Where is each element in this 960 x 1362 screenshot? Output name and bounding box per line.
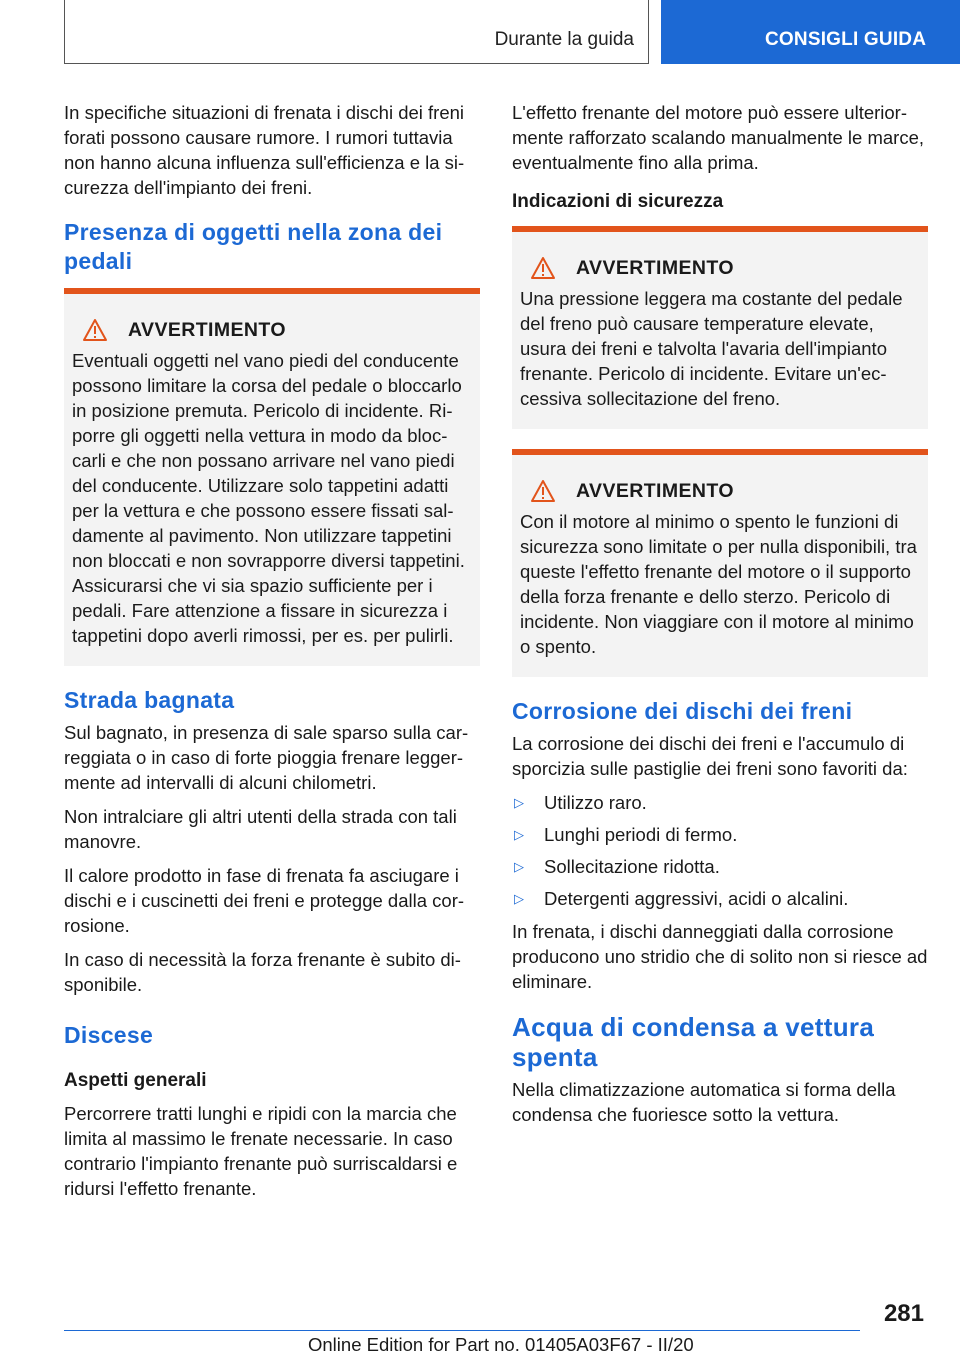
paragraph: Non intralciare gli altri utenti della strada con tali manovre.: [64, 806, 457, 852]
list-item: [512, 886, 928, 911]
section-heading-condensa: Acqua di condensa a vettura spenta: [512, 1012, 875, 1072]
warning-title: [520, 479, 920, 503]
paragraph: In frenata, i dischi danneggiati dalla corrosione producono uno stridio che di solito non si riesce ad eliminare.: [512, 921, 928, 992]
left-column: [64, 100, 480, 1210]
warning-box: [512, 449, 928, 677]
header-section-title: Durante la guida: [494, 29, 634, 50]
header-chapter-tab[interactable]: CONSIGLI GUIDA: [661, 0, 960, 64]
triangle-bullet-icon: ▷: [514, 891, 524, 906]
warning-box: [512, 226, 928, 429]
warning-title-text: AVVERTIMENTO: [576, 256, 734, 279]
list-item: [512, 790, 928, 815]
warning-text: Eventuali oggetti nel vano piedi del conducente possono limitare la corsa del pedale o bloccarlo in posizione premuta. Pericolo di incidente. Riporre gli oggetti nella vettura in modo da bloccarli e che non possano arrivare nel vano piedi del conducente. Utilizzare solo tappetini adatti per la vettura e che possono essere fissati saldamente al pavimento. Non utilizzare tappetini non bloccati e non sovrapporre diversi tappetini. Assicurarsi che vi sia spazio sufficiente per i pedali. Fare attenzione a fissare in sicurezza i tappetini dopo averli rimossi, per es. per pulirli.: [72, 350, 465, 646]
warning-triangle-icon: [530, 256, 556, 280]
warning-title-text: AVVERTIMENTO: [576, 479, 734, 502]
warning-triangle-icon: [530, 479, 556, 503]
section-heading-pedali: Presenza di oggetti nella zona dei pedali: [64, 219, 443, 274]
list-item-text: Utilizzo raro.: [544, 792, 647, 813]
intro-paragraph: In specifiche situazioni di frenata i dischi dei freni forati possono causare rumore. I rumori tuttavia non hanno alcuna influenza sull'efficienza e la sicurezza dell'impianto dei freni.: [64, 102, 465, 198]
page-number: 281: [883, 1300, 924, 1327]
bullet-list: [512, 790, 928, 911]
triangle-bullet-icon: ▷: [514, 795, 524, 810]
subheading-sicurezza: Indicazioni di sicurezza: [512, 191, 724, 212]
intro-paragraph: L'effetto frenante del motore può essere ulteriormente rafforzato scalando manualmente le marce, eventualmente fino alla prima.: [512, 102, 925, 173]
paragraph: Percorrere tratti lunghi e ripidi con la marcia che limita al massimo le frenate necessarie. In caso contrario l'impianto frenante può surriscaldarsi e ridursi l'effetto frenante.: [64, 1103, 458, 1199]
warning-box: [64, 288, 480, 666]
footer-divider: [64, 1330, 860, 1331]
warning-text: Una pressione leggera ma costante del pedale del freno può causare temperature elevate, usura dei freni e talvolta l'avaria dell'impianto frenante. Pericolo di incidente. Evitare un'eccessiva sollecitazione del freno.: [520, 288, 903, 409]
section-heading-discese: Discese: [64, 1022, 154, 1048]
list-item-text: Sollecitazione ridotta.: [544, 856, 720, 877]
paragraph: La corrosione dei dischi dei freni e l'accumulo di sporcizia sulle pastiglie dei freni sono favoriti da:: [512, 733, 908, 779]
header-frame: [64, 0, 649, 64]
paragraph: Il calore prodotto in fase di frenata fa asciugare i dischi e i cuscinetti dei freni e protegge dalla corrosione.: [64, 865, 465, 936]
paragraph: Nella climatizzazione automatica si forma della condensa che fuoriesce sotto la vettura.: [512, 1079, 896, 1125]
triangle-bullet-icon: ▷: [514, 827, 524, 842]
warning-title: [72, 318, 472, 342]
section-heading-corrosione: Corrosione dei dischi dei freni: [512, 698, 853, 724]
triangle-bullet-icon: ▷: [514, 859, 524, 874]
list-item: [512, 822, 928, 847]
list-item-text: Lunghi periodi di fermo.: [544, 824, 738, 845]
warning-triangle-icon: [82, 318, 108, 342]
paragraph: In caso di necessità la forza frenante è subito disponibile.: [64, 949, 461, 995]
list-item-text: Detergenti aggressivi, acidi o alcalini.: [544, 888, 849, 909]
warning-text: Con il motore al minimo o spento le funzioni di sicurezza sono limitate o per nulla disponibili, tra queste l'effetto frenante del motore o il supporto della forza frenante e dello sterzo. Pericolo di incidente. Non viaggiare con il motore al minimo o spento.: [520, 511, 917, 657]
subheading-aspetti: Aspetti generali: [64, 1070, 207, 1091]
section-heading-strada: Strada bagnata: [64, 687, 235, 713]
list-item: [512, 854, 928, 879]
paragraph: Sul bagnato, in presenza di sale sparso sulla carreggiata o in caso di forte pioggia frenare leggermente ad intervalli di alcuni chilometri.: [64, 722, 469, 793]
right-column: [512, 100, 928, 1136]
warning-title: [520, 256, 920, 280]
warning-title-text: AVVERTIMENTO: [128, 318, 286, 341]
footer-edition: Online Edition for Part no. 01405A03F67 - II/20: [308, 1334, 694, 1355]
